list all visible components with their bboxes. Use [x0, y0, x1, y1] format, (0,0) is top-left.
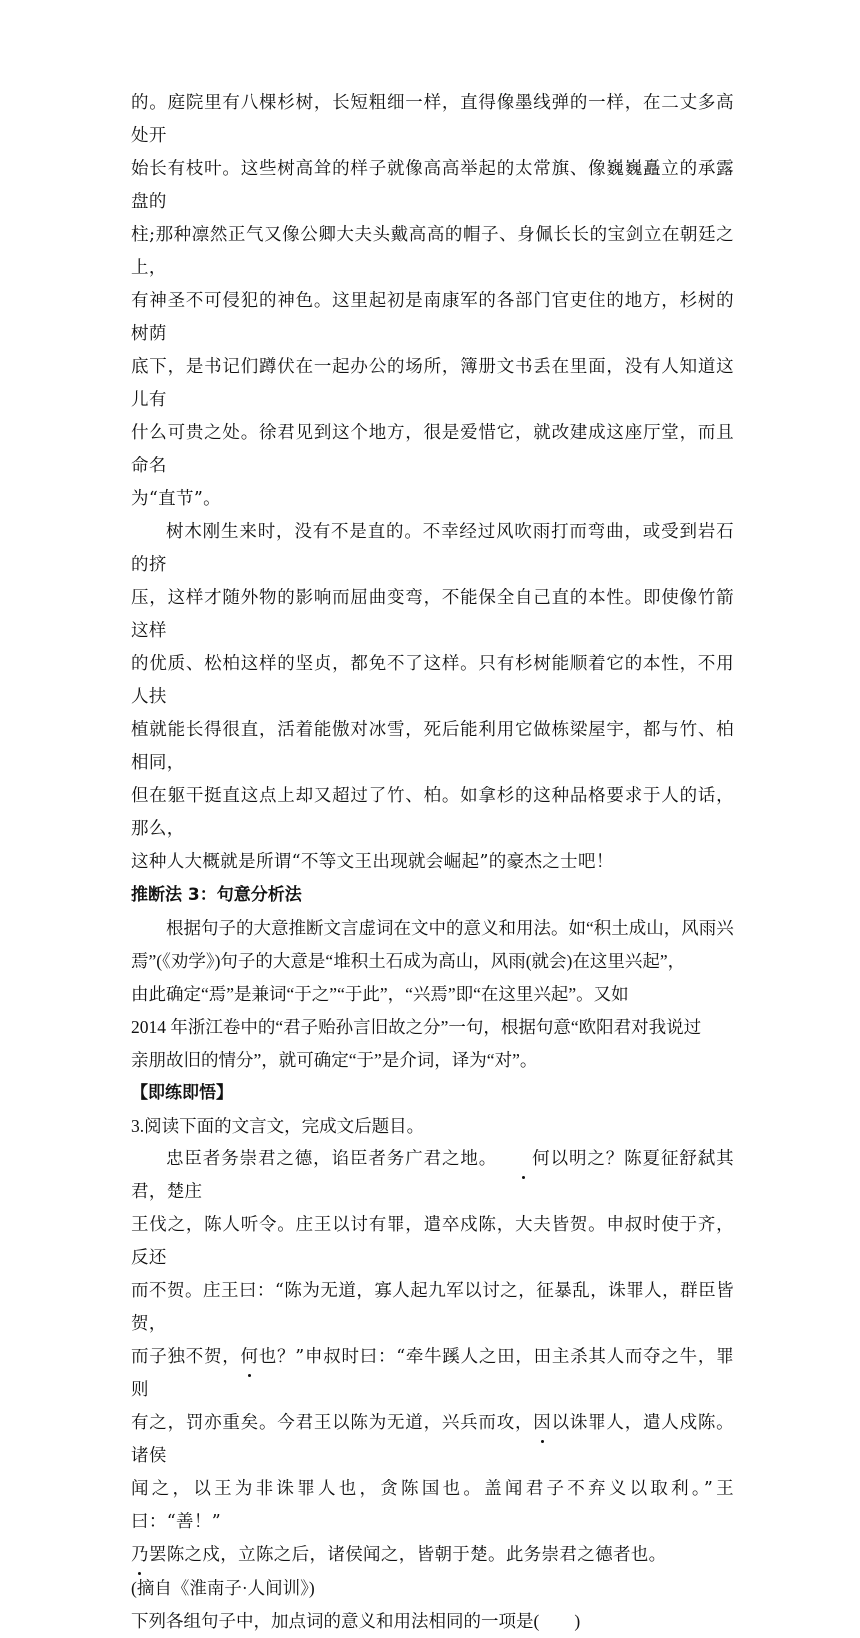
source-citation: (摘自《淮南子·人间训》) — [131, 1578, 315, 1598]
text-segment: 以明之？陈夏征舒弑其君，楚庄 — [131, 1149, 734, 1202]
translation-paragraph-1 — [131, 87, 734, 516]
text-line: 始长有枝叶。这些树高耸的样子就像高高举起的太常旗、像巍巍矗立的承露盘的 — [131, 159, 734, 212]
section-label: 【即练即悟】 — [131, 1083, 233, 1103]
text-line: 但在躯干挺直这点上却又超过了竹、柏。如拿杉的这种品格要求于人的话，那么， — [131, 786, 734, 839]
text-line: 闻之，以王为非诛罪人也，贪陈国也。盖闻君子不弃义以取利。”王曰：“善！” — [131, 1479, 734, 1532]
text-line: 底下，是书记们蹲伏在一起办公的场所，簿册文书丢在里面，没有人知道这儿有 — [131, 357, 734, 410]
text-segment: 也？”申叔时曰：“牵牛蹊人之田，田主杀其人而夺之牛，罪则 — [131, 1347, 734, 1400]
classical-passage — [131, 1143, 734, 1572]
text-segment: 忠臣者务崇君之德，谄臣者务广君之地。 — [166, 1149, 498, 1169]
translation-paragraph-2 — [131, 516, 734, 879]
text-line: 王伐之，陈人听令。庄王以讨有罪，遣卒戍陈，大夫皆贺。申叔时使于齐，反还 — [131, 1215, 734, 1268]
text-line: 压，这样才随外物的影响而屈曲变弯，不能保全自己直的本性。即使像竹箭这样 — [131, 588, 734, 641]
dotted-character: 何 — [497, 1143, 550, 1176]
text-line: 2014 年浙江卷中的“君子贻孙言旧故之分”一句，根据句意“欧阳君对我说过 — [131, 1017, 702, 1037]
dotted-character: 乃 — [131, 1539, 149, 1572]
text-line: 而不贺。庄王曰：“陈为无道，寡人起九军以讨之，征暴乱，诛罪人，群臣皆贺， — [131, 1281, 734, 1334]
method-heading: 推断法 3：句意分析法 — [131, 885, 302, 905]
text-segment: 而子独不贺， — [131, 1347, 241, 1367]
text-line: 根据句子的大意推断文言虚词在文中的意义和用法。如“积土成山，风雨兴 — [166, 918, 734, 938]
text-line: 为“直节”。 — [131, 489, 221, 509]
question-stem: 下列各组句子中，加点词的意义和用法相同的一项是( ) — [131, 1611, 581, 1631]
text-line — [131, 1143, 734, 1209]
method-explanation — [131, 912, 734, 1077]
text-line: 焉”(《劝学》)句子的大意是“堆积土石成为高山，风雨(就会)在这里兴起”， — [131, 951, 686, 971]
text-line: 柱;那种凛然正气又像公卿大夫头戴高高的帽子、身佩长长的宝剑立在朝廷之上， — [131, 225, 734, 278]
dotted-character: 何 — [241, 1341, 259, 1374]
text-line — [131, 1407, 734, 1473]
text-line: 由此确定“焉”是兼词“于之”“于此”，“兴焉”即“在这里兴起”。又如 — [131, 984, 629, 1004]
text-line: 什么可贵之处。徐君见到这个地方，很是爱惜它，就改建成这座厅堂，而且命名 — [131, 423, 734, 476]
text-line — [131, 1341, 734, 1407]
text-line: 的优质、松柏这样的坚贞，都免不了这样。只有杉树能顺着它的本性，不用人扶 — [131, 654, 734, 707]
text-line — [131, 1539, 734, 1572]
text-line: 树木刚生来时，没有不是直的。不幸经过风吹雨打而弯曲，或受到岩石的挤 — [131, 522, 734, 575]
text-segment: 有之，罚亦重矣。今君王以陈为无道，兴兵而攻， — [131, 1413, 534, 1433]
text-segment: 罢陈之戍，立陈之后，诸侯闻之，皆朝于楚。此务崇君之德者也。 — [148, 1545, 667, 1565]
text-segment: 以诛罪人，遣人戍陈。诸侯 — [131, 1413, 734, 1466]
text-line: 植就能长得很直，活着能傲对冰雪，死后能利用它做栋梁屋宇，都与竹、柏相同， — [131, 720, 734, 773]
text-line: 有神圣不可侵犯的神色。这里起初是南康军的各部门官吏住的地方，杉树的树荫 — [131, 291, 734, 344]
question-title: 3.阅读下面的文言文，完成文后题目。 — [131, 1116, 425, 1136]
dotted-character: 因 — [533, 1407, 551, 1440]
text-line: 亲朋故旧的情分”，就可确定“于”是介词，译为“对”。 — [131, 1050, 538, 1070]
text-line: 这种人大概就是所谓“不等文王出现就会崛起”的豪杰之士吧！ — [131, 852, 614, 872]
text-line: 的。庭院里有八棵杉树，长短粗细一样，直得像墨线弹的一样，在二丈多高处开 — [131, 93, 734, 146]
